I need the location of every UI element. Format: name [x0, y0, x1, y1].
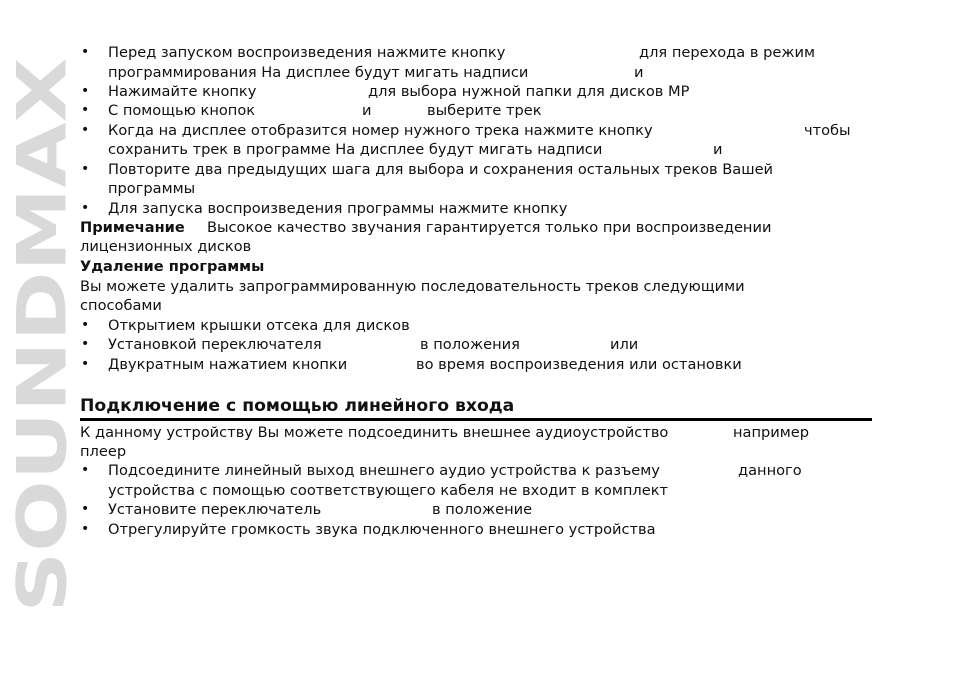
line-bullet2-a: Установите переключатель [108, 501, 322, 518]
note-label: Примечание [80, 219, 185, 236]
bullet-marker: • [81, 161, 90, 177]
delete-bullet1-text: Открытием крышки отсека для дисков [108, 317, 410, 334]
delete-program-title: Удаление программы [80, 258, 265, 275]
bullet2-b: для выбора нужной папки для дисков MP [368, 83, 690, 100]
bullet1-line2-a: программирования На дисплее будут мигать надписи [108, 64, 529, 81]
bullet-marker: • [81, 521, 90, 537]
bullet-marker: • [81, 122, 90, 138]
bullet-marker: • [81, 200, 90, 216]
bullet-marker: • [81, 102, 90, 118]
brand-logo [3, 55, 83, 615]
line-bullet3-text: Отрегулируйте громкость звука подключенного внешнего устройства [108, 521, 656, 538]
line-bullet2-b: в положение [432, 501, 533, 518]
bullet3-a: С помощью кнопок [108, 102, 256, 119]
bullet-marker: • [81, 501, 90, 517]
line-input-intro-line1-a: К данному устройству Вы можете подсоединить внешнее аудиоустройство [80, 424, 669, 441]
bullet4-line1-b: чтобы [804, 122, 851, 139]
line-bullet1-line1-b: данного [738, 462, 802, 479]
bullet-marker: • [81, 83, 90, 99]
brand-logo-text: SOUNDMAX [3, 164, 83, 613]
delete-intro-line2: способами [80, 297, 162, 314]
delete-bullet2-c: или [610, 336, 639, 353]
bullet-marker: • [81, 462, 90, 478]
bullet-marker: • [81, 317, 90, 333]
delete-bullet2-a: Установкой переключателя [108, 336, 322, 353]
bullet1-line2-b: и [634, 64, 644, 81]
bullet2-a: Нажимайте кнопку [108, 83, 257, 100]
delete-bullet3-a: Двукратным нажатием кнопки [108, 356, 348, 373]
bullet5-line1: Повторите два предыдущих шага для выбора и сохранения остальных треков Вашей [108, 161, 774, 178]
line-bullet1-line2: устройства с помощью соответствующего кабеля не входит в комплект [108, 482, 669, 499]
bullet6-text: Для запуска воспроизведения программы нажмите кнопку [108, 200, 568, 217]
delete-intro-line1: Вы можете удалить запрограммированную последовательность треков следующими [80, 278, 745, 295]
bullet3-c: выберите трек [427, 102, 542, 119]
delete-bullet3-b: во время воспроизведения или остановки [416, 356, 742, 373]
bullet3-b: и [362, 102, 372, 119]
heading-underline [80, 418, 872, 421]
line-input-heading: Подключение с помощью линейного входа [80, 396, 515, 416]
brand-watermark [3, 55, 83, 615]
bullet5-line2: программы [108, 180, 196, 197]
note-text-line2: лицензионных дисков [80, 238, 252, 255]
delete-bullet2-b: в положения [420, 336, 520, 353]
bullet-marker: • [81, 336, 90, 352]
bullet1-line1-a: Перед запуском воспроизведения нажмите кнопку [108, 44, 506, 61]
bullet-marker: • [81, 44, 90, 60]
bullet4-line2-b: и [713, 141, 723, 158]
line-input-intro-line2: плеер [80, 443, 127, 460]
line-bullet1-line1-a: Подсоедините линейный выход внешнего аудио устройства к разъему [108, 462, 660, 479]
bullet1-line1-b: для перехода в режим [639, 44, 815, 61]
bullet-marker: • [81, 356, 90, 372]
bullet4-line2-a: сохранить трек в программе На дисплее будут мигать надписи [108, 141, 603, 158]
bullet4-line1-a: Когда на дисплее отобразится номер нужного трека нажмите кнопку [108, 122, 653, 139]
note-text-line1: Высокое качество звучания гарантируется только при воспроизведении [207, 219, 772, 236]
line-input-intro-line1-b: например [733, 424, 810, 441]
